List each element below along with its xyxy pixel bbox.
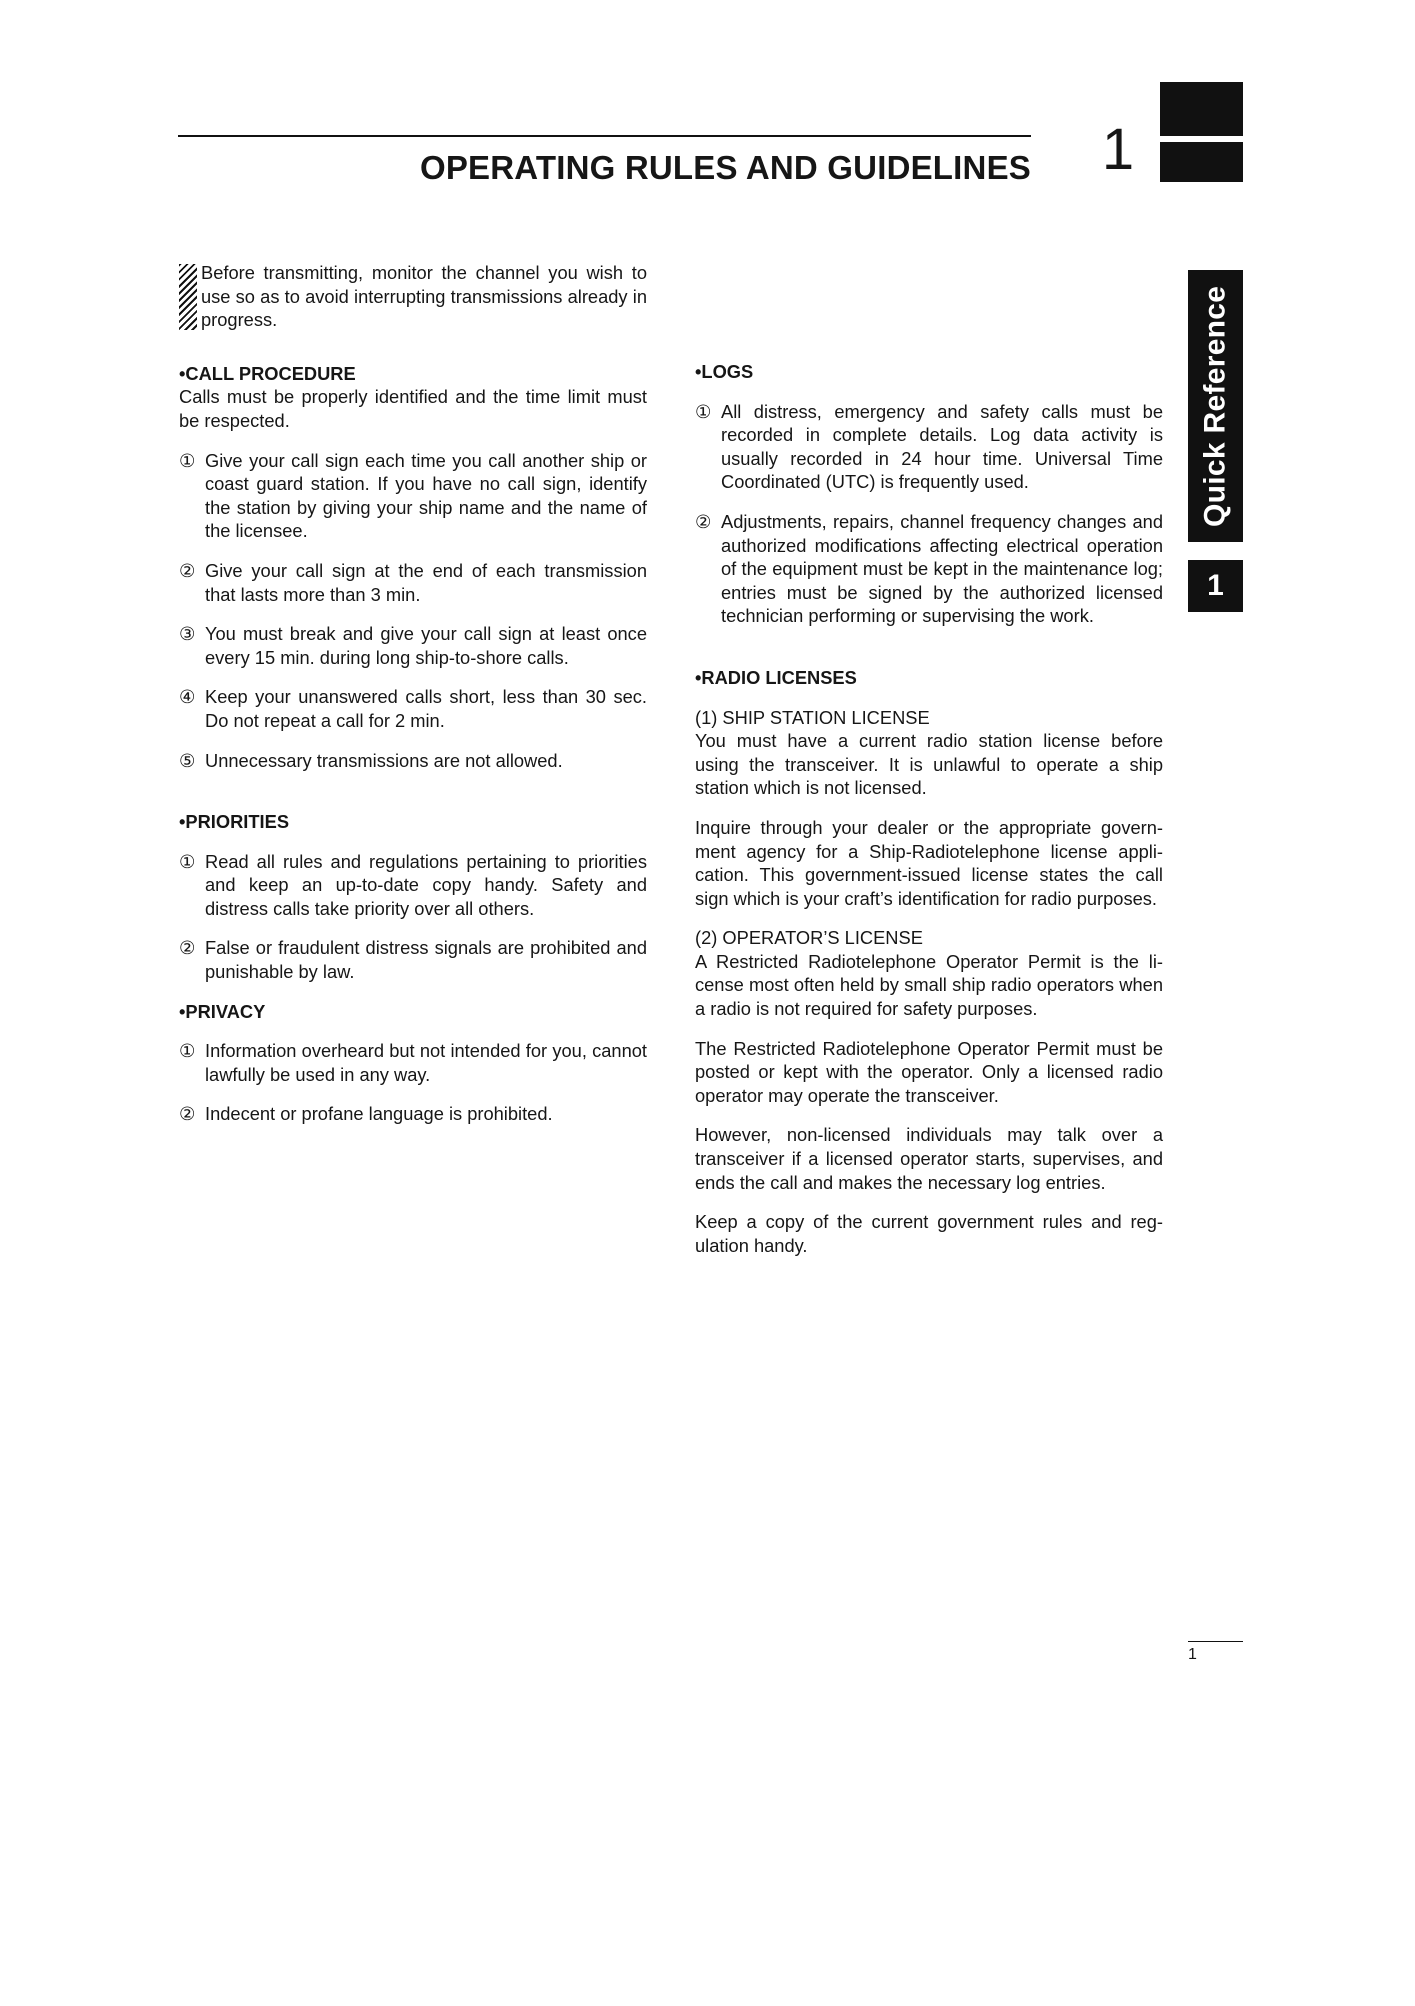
priorities-heading: PRIORITIES — [185, 811, 290, 833]
right-column — [695, 360, 1163, 1257]
list-item — [179, 850, 647, 921]
list-item — [179, 749, 647, 773]
item-text: Adjustments, repairs, channel frequency changes and authorized modifications affecting electrical operation of the equipment must be kept in the maintenance log; entries must be signed by the authorized licensed technician performing or supervising the work. — [721, 510, 1163, 627]
list-item — [179, 1102, 647, 1126]
item-number: ① — [695, 400, 712, 422]
chapter-tab-block — [1160, 142, 1243, 182]
item-text: You must break and give your call sign at least once every 15 min. during long ship-to-shore calls. — [205, 623, 647, 668]
item-text: Read all rules and regulations pertaining to priorities and keep an up-to-date copy handy. Safety and distress calls take priority over all others. — [205, 850, 647, 919]
paragraph: Keep a copy of the current government rules and regulation handy. — [695, 1211, 1163, 1256]
side-tab-chapter: 1 — [1188, 560, 1243, 612]
item-number: ① — [179, 449, 196, 471]
chapter-tab-block — [1160, 82, 1243, 136]
section-heading-logs: •LOGS — [695, 361, 754, 382]
item-text: Unnecessary transmissions are not allowed. — [205, 749, 563, 771]
header-rule — [178, 135, 1031, 137]
operator-subheading: (2) OPERATOR’S LICENSE — [695, 927, 923, 949]
chapter-number: 1 — [1101, 117, 1135, 182]
list-item — [179, 559, 647, 606]
call-procedure-heading: CALL PROCEDURE — [185, 362, 356, 384]
item-text: False or fraudulent distress signals are prohibited and punishable by law. — [205, 937, 647, 983]
item-number: ② — [179, 559, 196, 581]
list-item — [695, 400, 1163, 494]
section-heading-call-procedure: •CALL PROCEDURE — [179, 362, 356, 384]
caution-note-text: Before transmitting, monitor the channel you wish to use so as to avoid interrupting transmissions already in progress. — [201, 262, 647, 331]
item-number: ④ — [179, 686, 196, 708]
section-heading-privacy: •PRIVACY — [179, 1000, 266, 1022]
list-item — [179, 685, 647, 732]
paragraph: The Restricted Radiotelephone Operator Permit must be posted or kept with the operator. Only a licensed radio operator may operate the transceiver. — [695, 1037, 1163, 1106]
call-procedure-intro: Calls must be properly identified and the time limit must be respected. — [179, 386, 647, 431]
footer-rule — [1188, 1641, 1243, 1642]
radio-licenses-heading: RADIO LICENSES — [701, 666, 857, 688]
page-title: OPERATING RULES AND GUIDELINES — [419, 149, 1031, 186]
list-item — [179, 936, 647, 983]
page-number: 1 — [1188, 1646, 1197, 1663]
item-number: ① — [179, 1040, 196, 1062]
privacy-heading: PRIVACY — [185, 1000, 266, 1022]
item-text: Keep your unanswered calls short, less than 30 sec. Do not repeat a call for 2 min. — [205, 686, 647, 731]
item-number: ① — [179, 850, 196, 872]
list-item — [179, 449, 647, 543]
side-tab-label: Quick Reference — [1198, 285, 1232, 527]
item-number: ② — [179, 1103, 196, 1125]
list-item — [179, 622, 647, 669]
left-column — [179, 261, 647, 1126]
item-number: ③ — [179, 623, 196, 645]
ship-station-subheading: (1) SHIP STATION LICENSE — [695, 706, 930, 728]
item-text: Give your call sign each time you call another ship or coast guard station. If you have no call sign, identify the station by giving your ship name and the name of the licensee. — [205, 449, 647, 542]
paragraph: You must have a current radio station license before using the transceiver. It is unlawful to operate a ship station which is not licensed. — [695, 730, 1163, 799]
caution-hatch-icon — [179, 264, 197, 330]
item-text: All distress, emergency and safety calls must be recorded in complete details. Log data activity is usually recorded in 24 hour time. Universal Time Coordinated (UTC) is frequently used. — [721, 400, 1163, 493]
list-item — [695, 510, 1163, 628]
item-text: Indecent or profane language is prohibited. — [205, 1103, 553, 1125]
item-number: ⑤ — [179, 749, 196, 771]
paragraph: A Restricted Radiotelephone Operator Permit is the license most often held by small ship radio operators when a radio is not required for safety purposes. — [695, 950, 1163, 1020]
paragraph: However, non-licensed individuals may talk over a transceiver if a licensed operator starts, supervises, and ends the call and makes the necessary log entries. — [695, 1124, 1163, 1193]
paragraph: Inquire through your dealer or the appropriate government agency for a Ship-Radiotelephone license application. This government-issued license states the call sign which is your craft’s identification for radio purposes. — [695, 816, 1163, 909]
item-text: Information overheard but not intended for you, cannot lawfully be used in any way. — [205, 1040, 647, 1085]
section-heading-priorities: •PRIORITIES — [179, 811, 290, 833]
item-number: ② — [695, 510, 712, 532]
caution-note — [179, 261, 647, 332]
section-heading-radio-licenses: •RADIO LICENSES — [695, 666, 857, 688]
list-item — [179, 1039, 647, 1086]
logs-heading: LOGS — [701, 361, 754, 382]
item-text: Give your call sign at the end of each transmission that lasts more than 3 min. — [205, 559, 647, 605]
item-number: ② — [179, 937, 196, 959]
